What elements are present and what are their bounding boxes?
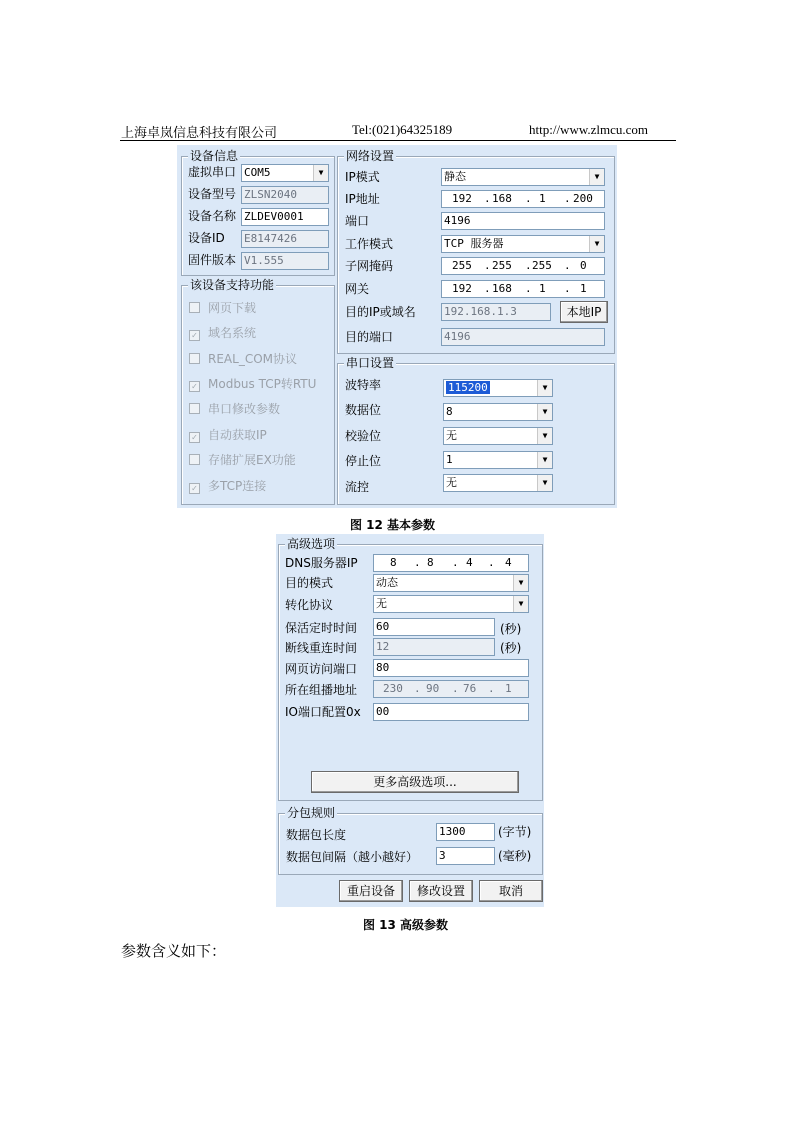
chevron-down-icon[interactable]: ▼ bbox=[537, 475, 552, 491]
reconnect-unit: (秒) bbox=[500, 641, 522, 655]
local-ip-button[interactable]: 本地IP bbox=[560, 301, 608, 323]
parity-label: 校验位 bbox=[345, 429, 382, 443]
checkbox-icon bbox=[189, 403, 200, 414]
serial-title: 串口设置 bbox=[346, 356, 395, 370]
virtual-port-value: COM5 bbox=[244, 166, 271, 179]
features-title: 该设备支持功能 bbox=[190, 278, 275, 292]
protocol-label: 转化协议 bbox=[285, 598, 334, 612]
packet-interval-label: 数据包间隔（越小越好） bbox=[286, 850, 419, 864]
multicast-field: 230 . 90 . 76 . 1 bbox=[373, 680, 529, 698]
keepalive-label: 保活定时时间 bbox=[285, 621, 358, 635]
dns-label: DNS服务器IP bbox=[285, 556, 358, 570]
io-config-label: IO端口配置0x bbox=[285, 705, 361, 719]
packet-interval-input[interactable]: 3 bbox=[436, 847, 495, 865]
checkbox-icon bbox=[189, 302, 200, 313]
packet-length-unit: (字节) bbox=[498, 825, 532, 839]
feature-multi-tcp: ✓ 多TCP连接 bbox=[189, 478, 266, 494]
header-company: 上海卓岚信息科技有限公司 bbox=[121, 125, 278, 140]
chevron-down-icon[interactable]: ▼ bbox=[537, 404, 552, 420]
ip-mode-label: IP模式 bbox=[345, 170, 380, 184]
chevron-down-icon[interactable]: ▼ bbox=[537, 452, 552, 468]
packet-length-input[interactable]: 1300 bbox=[436, 823, 495, 841]
stop-bits-label: 停止位 bbox=[345, 454, 382, 468]
virtual-port-select[interactable] bbox=[241, 164, 329, 182]
packet-group bbox=[278, 806, 543, 875]
dest-mode-value: 动态 bbox=[376, 576, 398, 589]
figure-12-basic-params bbox=[177, 145, 617, 508]
modify-settings-button[interactable]: 修改设置 bbox=[409, 880, 473, 902]
reconnect-label: 断线重连时间 bbox=[285, 641, 358, 655]
parity-select[interactable] bbox=[443, 427, 553, 445]
advanced-title: 高级选项 bbox=[287, 537, 336, 551]
header-tel: Tel:(021)64325189 bbox=[352, 122, 453, 137]
ip-label: IP地址 bbox=[345, 192, 380, 206]
stop-bits-value: 1 bbox=[446, 453, 453, 466]
stop-bits-select[interactable] bbox=[443, 451, 553, 469]
restart-device-button[interactable]: 重启设备 bbox=[339, 880, 403, 902]
ip-mode-select[interactable] bbox=[441, 168, 605, 186]
ip-address-input[interactable]: 192 . 168 . 1 . 200 bbox=[441, 190, 605, 208]
dest-mode-label: 目的模式 bbox=[285, 576, 334, 590]
dest-port-label: 目的端口 bbox=[345, 330, 394, 344]
figure-13-caption: 图 13 高级参数 bbox=[363, 918, 449, 932]
checkbox-icon bbox=[189, 454, 200, 465]
cancel-button[interactable]: 取消 bbox=[479, 880, 543, 902]
ip-mode-value: 静态 bbox=[444, 170, 466, 183]
flow-select[interactable] bbox=[443, 474, 553, 492]
port-input[interactable]: 4196 bbox=[441, 212, 605, 230]
baud-value: 115200 bbox=[448, 381, 488, 394]
feature-serial-modify: 串口修改参数 bbox=[189, 401, 280, 417]
io-config-input[interactable]: 00 bbox=[373, 703, 529, 721]
gateway-label: 网关 bbox=[345, 282, 370, 296]
dest-ip-label: 目的IP或域名 bbox=[345, 305, 416, 319]
checkbox-checked-icon: ✓ bbox=[189, 330, 200, 341]
chevron-down-icon[interactable]: ▼ bbox=[513, 596, 528, 612]
multicast-label: 所在组播地址 bbox=[285, 683, 358, 697]
data-bits-value: 8 bbox=[446, 405, 453, 418]
parity-value: 无 bbox=[446, 429, 457, 442]
packet-length-label: 数据包长度 bbox=[286, 828, 347, 842]
keepalive-unit: (秒) bbox=[500, 622, 522, 636]
work-mode-label: 工作模式 bbox=[345, 237, 394, 251]
figure-13-advanced-params bbox=[276, 534, 544, 907]
firmware-label: 固件版本 bbox=[188, 253, 237, 267]
data-bits-label: 数据位 bbox=[345, 403, 382, 417]
feature-modbus: ✓ Modbus TCP转RTU bbox=[189, 376, 316, 392]
protocol-value: 无 bbox=[376, 597, 387, 610]
checkbox-checked-icon: ✓ bbox=[189, 381, 200, 392]
data-bits-select[interactable] bbox=[443, 403, 553, 421]
dns-input[interactable]: 8 . 8 . 4 . 4 bbox=[373, 554, 529, 572]
features-group bbox=[181, 278, 335, 505]
work-mode-value: TCP 服务器 bbox=[444, 237, 504, 250]
work-mode-select[interactable] bbox=[441, 235, 605, 253]
packet-title: 分包规则 bbox=[287, 806, 336, 820]
chevron-down-icon[interactable]: ▼ bbox=[537, 380, 552, 396]
device-info-title: 设备信息 bbox=[190, 149, 239, 163]
web-port-label: 网页访问端口 bbox=[285, 662, 358, 676]
virtual-port-label: 虚拟串口 bbox=[188, 165, 237, 179]
feature-dhcp: ✓ 自动获取IP bbox=[189, 427, 267, 443]
dest-port-field: 4196 bbox=[441, 328, 605, 346]
figure-12-caption: 图 12 基本参数 bbox=[350, 518, 436, 532]
feature-dns: ✓ 域名系统 bbox=[189, 325, 256, 341]
protocol-select[interactable] bbox=[373, 595, 529, 613]
network-title: 网络设置 bbox=[346, 149, 395, 163]
checkbox-icon bbox=[189, 353, 200, 364]
baud-label: 波特率 bbox=[345, 378, 382, 392]
chevron-down-icon[interactable]: ▼ bbox=[589, 169, 604, 185]
model-label: 设备型号 bbox=[188, 187, 237, 201]
device-name-input[interactable]: ZLDEV0001 bbox=[241, 208, 329, 226]
name-label: 设备名称 bbox=[188, 209, 237, 223]
chevron-down-icon[interactable]: ▼ bbox=[513, 575, 528, 591]
subnet-label: 子网掩码 bbox=[345, 259, 394, 273]
id-label: 设备ID bbox=[188, 231, 225, 245]
flow-value: 无 bbox=[446, 476, 457, 489]
checkbox-checked-icon: ✓ bbox=[189, 483, 200, 494]
packet-interval-unit: (毫秒) bbox=[498, 849, 532, 863]
header-url: http://www.zlmcu.com bbox=[529, 122, 649, 137]
checkbox-checked-icon: ✓ bbox=[189, 432, 200, 443]
flow-label: 流控 bbox=[345, 480, 370, 494]
dest-mode-select[interactable] bbox=[373, 574, 529, 592]
baud-select[interactable] bbox=[443, 379, 553, 397]
device-id-field: E8147426 bbox=[241, 230, 329, 248]
gateway-input[interactable]: 192 . 168 . 1 . 1 bbox=[441, 280, 605, 298]
feature-storage-ex: 存储扩展EX功能 bbox=[189, 452, 296, 468]
subnet-input[interactable]: 255 . 255 . 255 . 0 bbox=[441, 257, 605, 275]
chevron-down-icon[interactable]: ▼ bbox=[589, 236, 604, 252]
header-rule bbox=[120, 140, 676, 141]
model-field: ZLSN2040 bbox=[241, 186, 329, 204]
keepalive-input[interactable]: 60 bbox=[373, 618, 495, 636]
dest-ip-field: 192.168.1.3 bbox=[441, 303, 551, 321]
body-paragraph: 参数含义如下： bbox=[121, 944, 227, 960]
feature-realcom: REAL_COM协议 bbox=[189, 351, 297, 367]
firmware-field: V1.555 bbox=[241, 252, 329, 270]
reconnect-field: 12 bbox=[373, 638, 495, 656]
chevron-down-icon[interactable]: ▼ bbox=[537, 428, 552, 444]
web-port-input[interactable]: 80 bbox=[373, 659, 529, 677]
chevron-down-icon[interactable]: ▼ bbox=[313, 165, 328, 181]
more-advanced-button[interactable]: 更多高级选项... bbox=[311, 771, 519, 793]
feature-web-download: 网页下载 bbox=[189, 300, 256, 316]
port-label: 端口 bbox=[345, 214, 370, 228]
